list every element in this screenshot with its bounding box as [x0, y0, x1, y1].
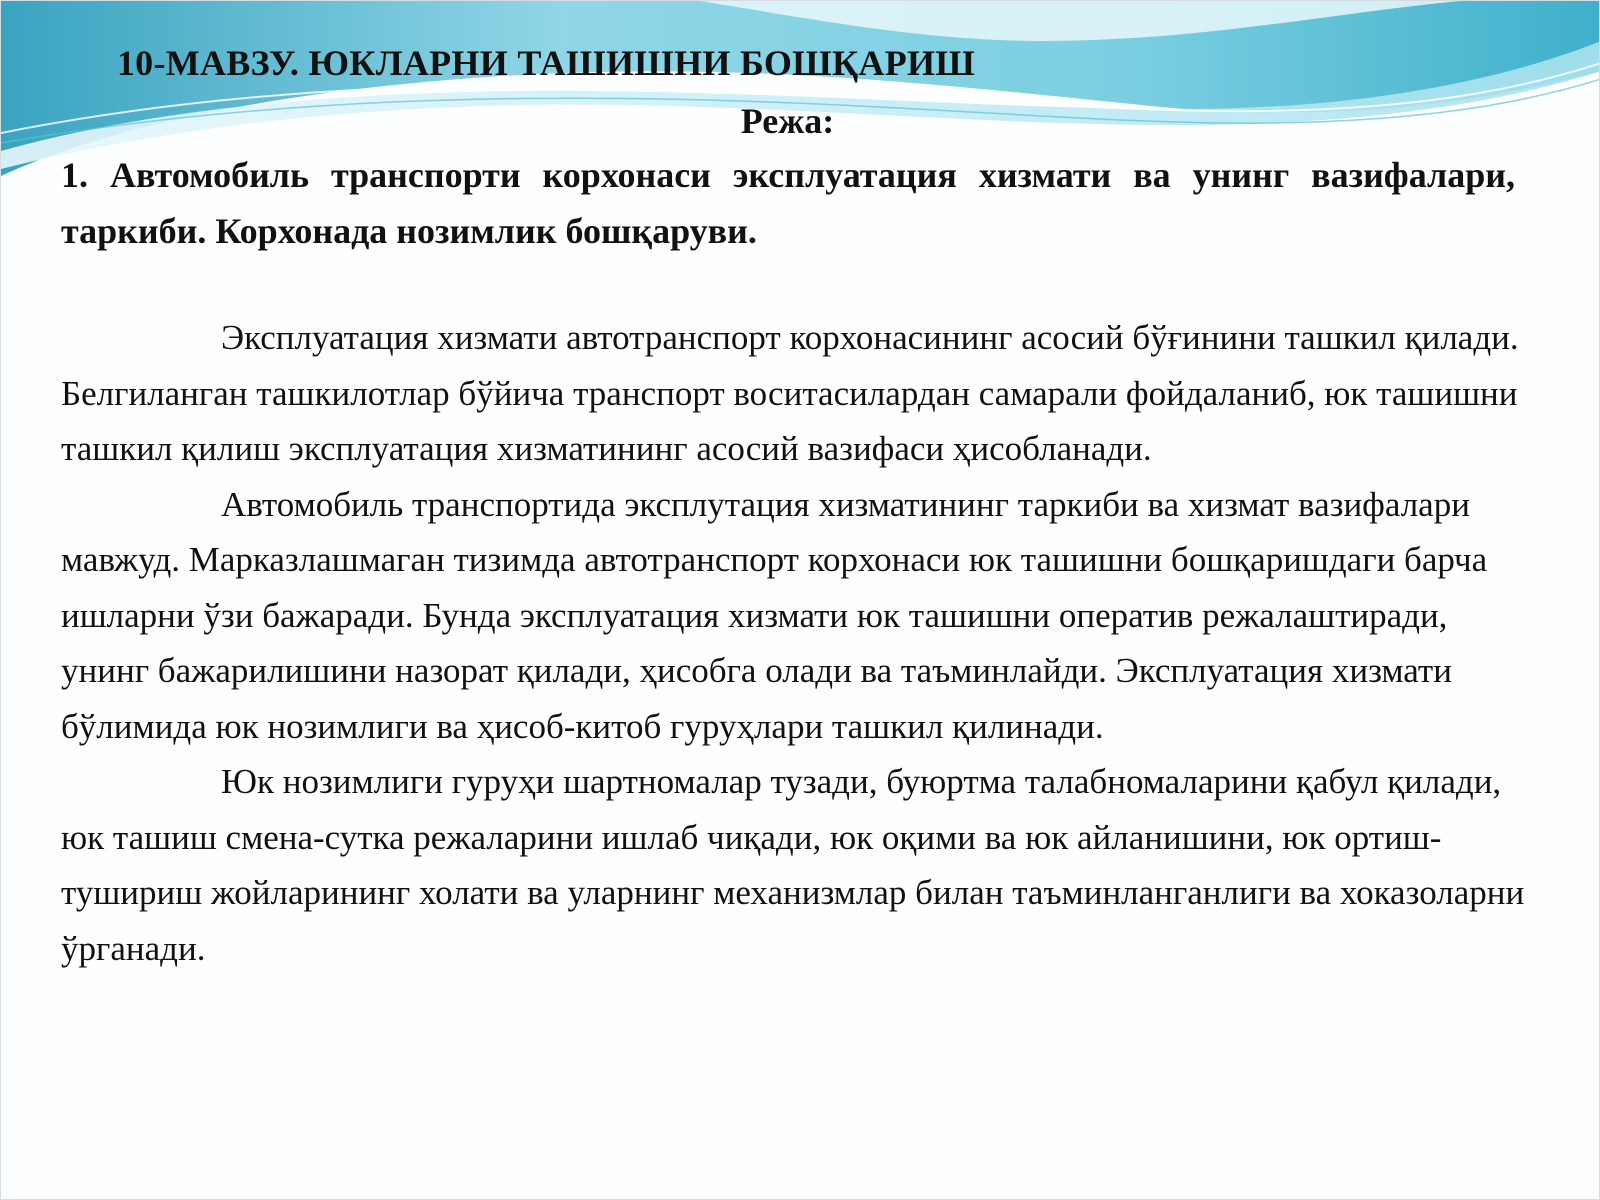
paragraph: Юк нозимлиги гуруҳи шартномалар тузади, буюртма талабномаларини қабул қилади, юк ташиш смена-сутка режаларини ишлаб чиқади, юк оқими ва юк айланишини, юк ортиш-тушириш жойларининг холати ва уларнинг механизмлар билан таъминланганлиги ва хоказоларни ўрганади. [61, 762, 1525, 968]
slide-title: 10-МАВЗУ. ЮКЛАРНИ ТАШИШНИ БОШҚАРИШ [116, 43, 976, 83]
paragraph: Автомобиль транспортида эксплутация хизматининг таркиби ва хизмат вазифалари мавжуд. Марказлашмаган тизимда автотранспорт корхонаси юк ташишни бошқаришдаги барча ишларни ўзи бажаради. Бунда эксплуатация хизмати юк ташишни оператив режалаштиради, унинг бажарилишини назорат қилади, ҳисобга олади ва таъминлайди. Эксплуатация хизмати бўлимида юк нозимлиги ва ҳисоб-китоб гуруҳлари ташкил қилинади. [61, 484, 1488, 746]
body-text [61, 310, 1531, 976]
plan-item-1: 1. Автомобиль транспорти корхонаси эксплуатация хизмати ва унинг вазифалари, таркиби. Корхонада нозимлик бошқаруви. [61, 155, 1515, 251]
plan-heading: Режа: [740, 101, 835, 141]
paragraph: Эксплуатация хизмати автотранспорт корхонасининг асосий бўғинини ташкил қилади. Белгиланган ташкилотлар бўйича транспорт воситасилардан самарали фойдаланиб, юк ташишни ташкил қилиш эксплуатация хизматининг асосий вазифаси ҳисобланади. [61, 318, 1519, 468]
